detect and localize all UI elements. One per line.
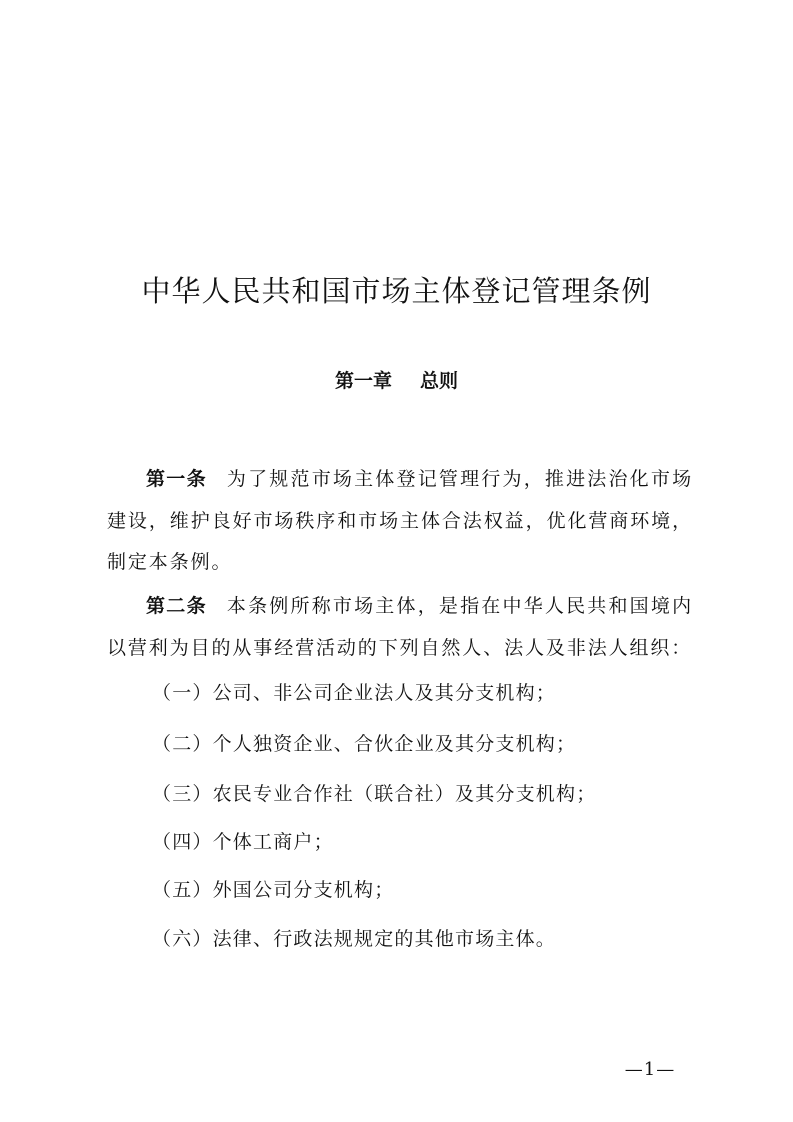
article-1-paragraph — [107, 459, 693, 584]
chapter-heading — [0, 366, 793, 396]
list-item: （六）法律、行政法规规定的其他市场主体。 — [152, 928, 557, 950]
article-2-text: 本条例所称市场主体，是指在中华人民共和国境内以营利为目的从事经营活动的下列自然人、法人及非法人组织： — [107, 595, 693, 659]
list-item: （三）农民专业合作社（联合社）及其分支机构； — [152, 783, 597, 805]
page-number: —1— — [624, 1059, 676, 1080]
article-2-label: 第二条 — [146, 595, 207, 617]
list-item: （四）个体工商户； — [152, 831, 334, 853]
list-item: （五）外国公司分支机构； — [152, 879, 395, 901]
article-1-label: 第一条 — [146, 468, 207, 490]
article-2 — [107, 586, 693, 669]
article-1 — [107, 459, 693, 584]
list-item: （一）公司、非公司企业法人及其分支机构； — [152, 682, 557, 704]
chapter-name: 总则 — [420, 370, 459, 392]
list-item: （二）个人独资企业、合伙企业及其分支机构； — [152, 733, 577, 755]
chapter-number: 第一章 — [334, 370, 392, 392]
document-title: 中华人民共和国市场主体登记管理条例 — [141, 274, 652, 309]
article-2-paragraph — [107, 586, 693, 669]
article-1-text: 为了规范市场主体登记管理行为，推进法治化市场建设，维护良好市场秩序和市场主体合法权益，优化营商环境，制定本条例。 — [107, 468, 693, 573]
